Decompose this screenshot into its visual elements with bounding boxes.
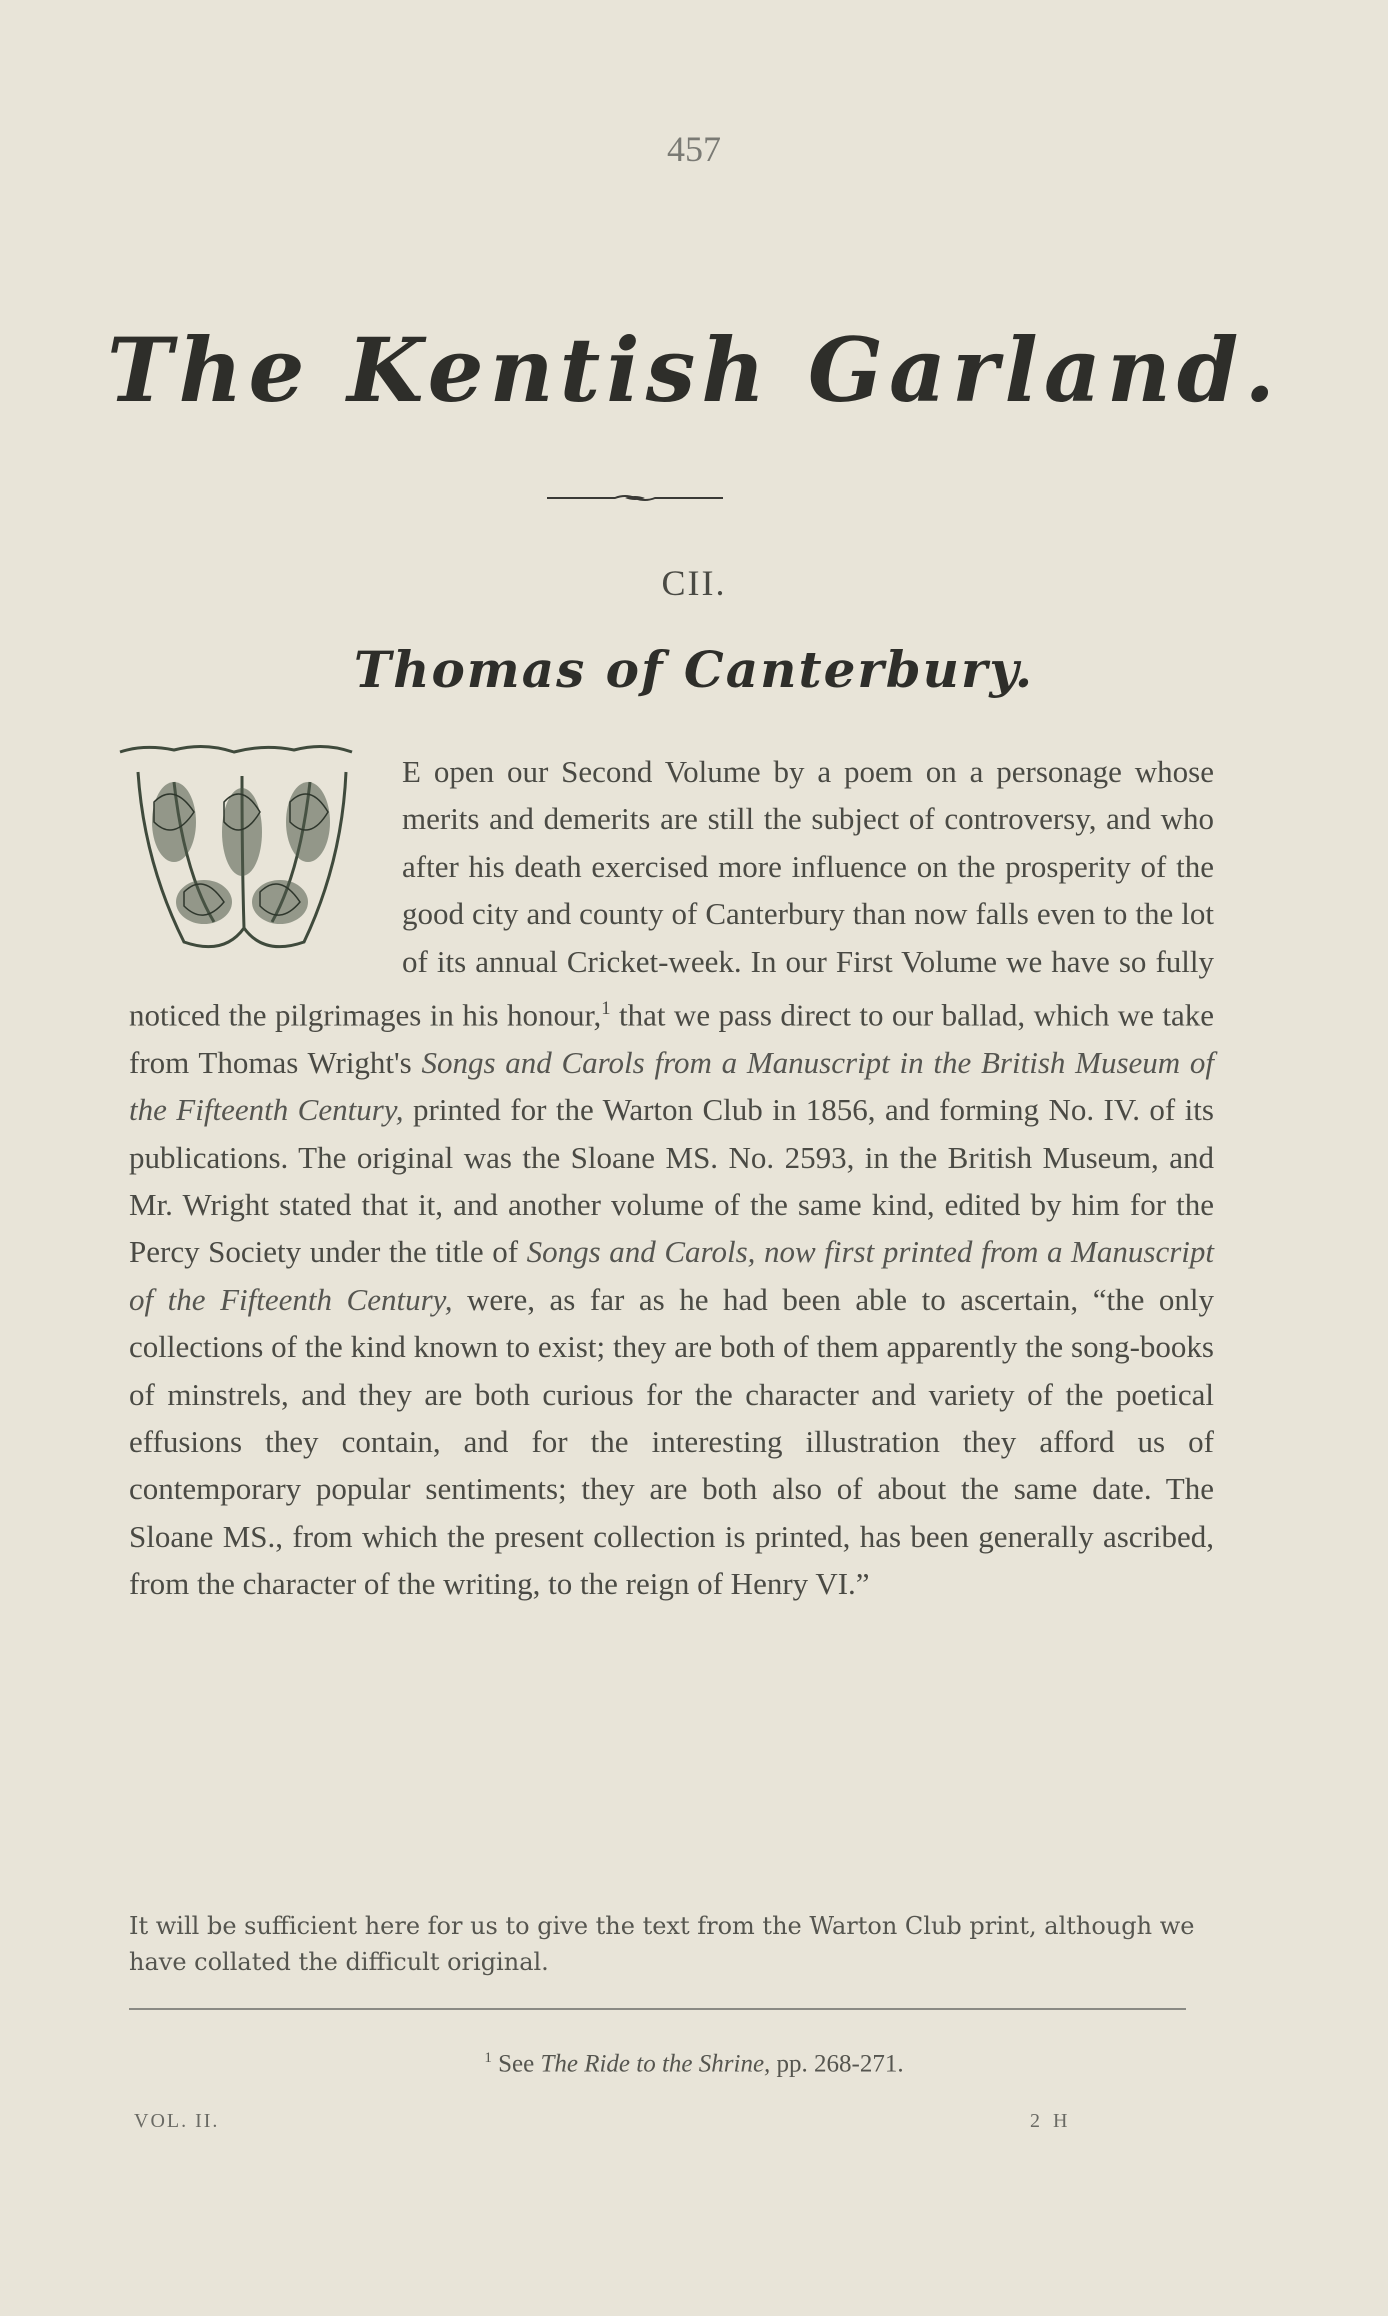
page-title: The Kentish Garland.	[107, 318, 1281, 422]
footnote-pages: pp. 268-271.	[770, 2050, 904, 2078]
page-number: 457	[667, 129, 721, 169]
drop-cap-spacer	[129, 748, 402, 974]
footnote-marker: 1	[601, 998, 611, 1020]
note-paragraph: It will be sufficient here for us to give the text from the Warton Club print, although we have collated the difficult original.	[129, 1912, 1195, 1976]
footnote-prefix: See	[491, 2050, 541, 2078]
chapter-title: Thomas of Canterbury.	[353, 640, 1035, 699]
footnote	[0, 2050, 1388, 2078]
footnote-divider	[129, 2008, 1186, 2010]
ornament-rule	[545, 494, 725, 502]
chapter-number: CII.	[661, 563, 727, 603]
body-text-part-2: that we pass direct to our ballad, which we take from Thomas Wright's	[129, 997, 1214, 1080]
book-title-1: Songs and Carols from a Manuscript in the British Museum of the Fifteenth Century,	[129, 1044, 1214, 1128]
drop-cap-rest: E	[402, 754, 421, 789]
gathering-signature: 2 H	[1030, 2110, 1072, 2132]
body-paragraph	[129, 748, 1214, 1608]
book-title-2: Songs and Carols, now first printed from a Manuscript of the Fifteenth Century,	[129, 1234, 1214, 1317]
body-text-part-1: open our Second Volume by a poem on a personage whose merits and demerits are still the subject of controversy, and who after his death exercised more influence on the prosperity of the good city and county of Canterbury than now falls even to the lot of its annual Cricket-week. In our First Volume we have so fully noticed the pilgrimages in his honour,	[129, 754, 1214, 1033]
footnote-book-title: The Ride to the Shrine,	[540, 2050, 771, 2078]
body-text-part-3: printed for the Warton Club in 1856, and forming No. IV. of its publications. The original was the Sloane MS. No. 2593, in the British Museum, and Mr. Wright stated that it, and another volume of the same kind, edited by him for the Percy Society under the title of	[129, 1092, 1214, 1270]
body-text-part-4: were, as far as he had been able to ascertain, “the only collections of the kind known to exist; they are both of them apparently the song-books of minstrels, and they are both curious for the character and variety of the poetical effusions they contain, and for the interesting illustration they afford us of contemporary popular sentiments; they are both also of about the same date. The Sloane MS., from which the present collection is printed, has been generally ascribed, from the character of the writing, to the reign of Henry VI.”	[129, 1281, 1214, 1602]
volume-signature: VOL. II.	[134, 2110, 220, 2132]
footnote-number: 1	[484, 2050, 492, 2066]
